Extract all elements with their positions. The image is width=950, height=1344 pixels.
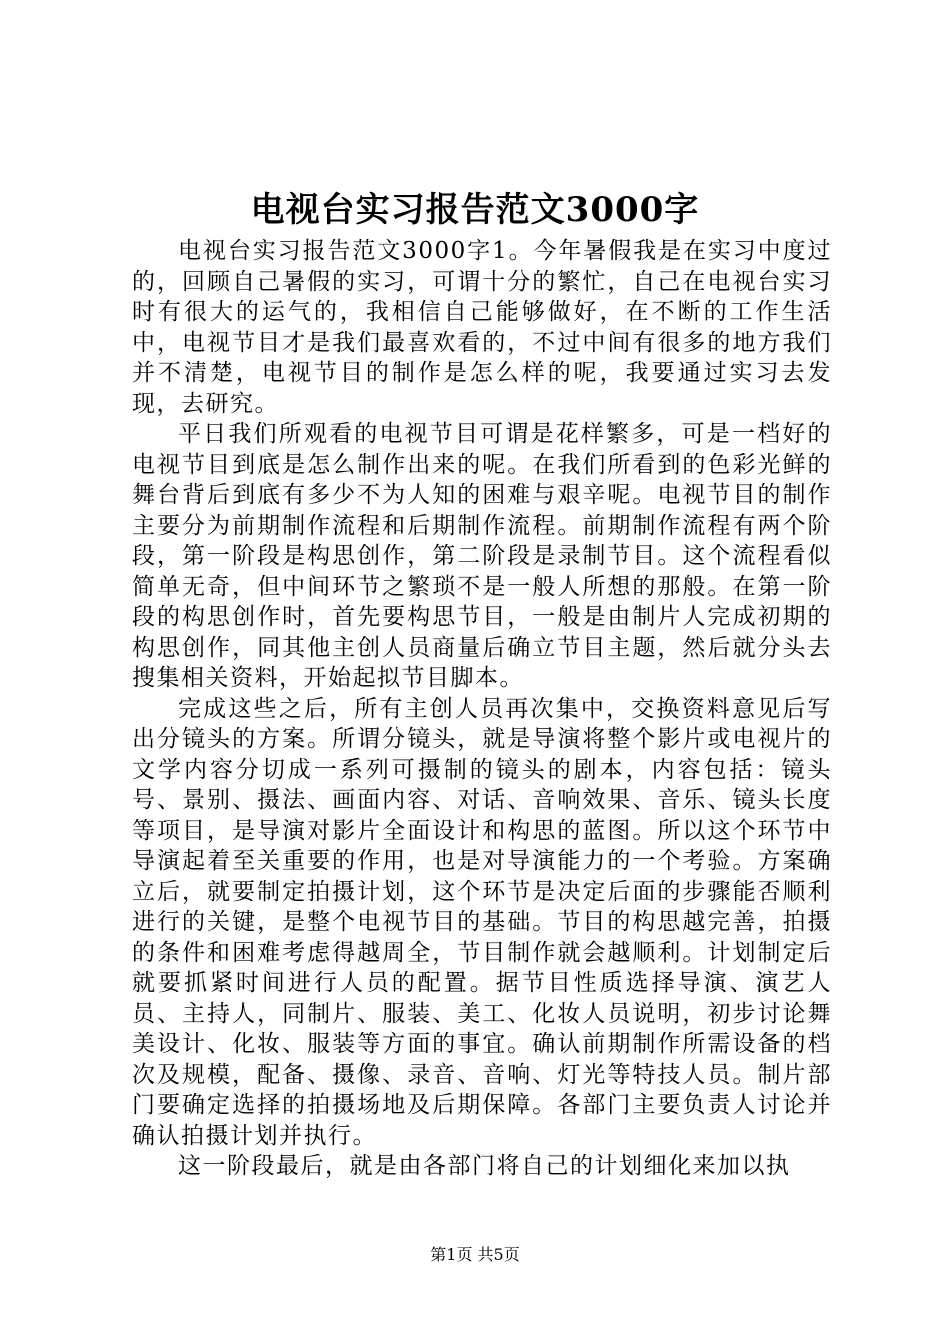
paragraph-3: 完成这些之后，所有主创人员再次集中，交换资料意见后写出分镜头的方案。所谓分镜头，就是导演将整个影片或电视片的文学内容分切成一系列可摄制的镜头的剧本，内容包括：镜头号、景别、摄法、画面内容、对话、音响效果、音乐、镜头长度等项目，是导演对影片全面设计和构思的蓝图。所以这个环节中导演起着至关重要的作用，也是对导演能力的一个考验。方案确立后，就要制定拍摄计划，这个环节是决定后面的步骤能否顺利进行的关键，是整个电视节目的基础。节目的构思越完善，拍摄的条件和困难考虑得越周全，节目制作就会越顺利。计划制定后就要抓紧时间进行人员的配置。据节目性质选择导演、演艺人员、主持人，同制片、服装、美工、化妆人员说明，初步讨论舞美设计、化妆、服装等方面的事宜。确认前期制作所需设备的档次及规模，配备、摄像、录音、音响、灯光等特技人员。制片部门要确定选择的拍摄场地及后期保障。各部门主要负责人讨论并确认拍摄计划并执行。 — [132, 695, 832, 1149]
document-body — [132, 236, 832, 1182]
paragraph-4: 这一阶段最后，就是由各部门将自己的计划细化来加以执 — [178, 1153, 791, 1179]
paragraph-2: 平日我们所观看的电视节目可谓是花样繁多，可是一档好的电视节目到底是怎么制作出来的呢。在我们所看到的色彩光鲜的舞台背后到底有多少不为人知的困难与艰辛呢。电视节目的制作主要分为前期制作流程和后期制作流程。前期制作流程有两个阶段，第一阶段是构思创作，第二阶段是录制节目。这个流程看似简单无奇，但中间环节之繁琐不是一般人所想的那般。在第一阶段的构思创作时，首先要构思节目，一般是由制片人完成初期的构思创作，同其他主创人员商量后确立节目主题，然后就分头去搜集相关资料，开始起拟节目脚本。 — [132, 421, 832, 691]
document-title: 电视台实习报告范文3000字 — [250, 190, 700, 230]
page-indicator: 第1页 共5页 — [430, 1245, 520, 1264]
page-footer — [0, 1244, 950, 1266]
paragraph-1: 电视台实习报告范文3000字1。今年暑假我是在实习中度过的，回顾自己暑假的实习，可谓十分的繁忙，自己在电视台实习时有很大的运气的，我相信自己能够做好，在不断的工作生活中，电视节目才是我们最喜欢看的，不过中间有很多的地方我们并不清楚，电视节目的制作是怎么样的呢，我要通过实习去发现，去研究。 — [132, 238, 832, 417]
